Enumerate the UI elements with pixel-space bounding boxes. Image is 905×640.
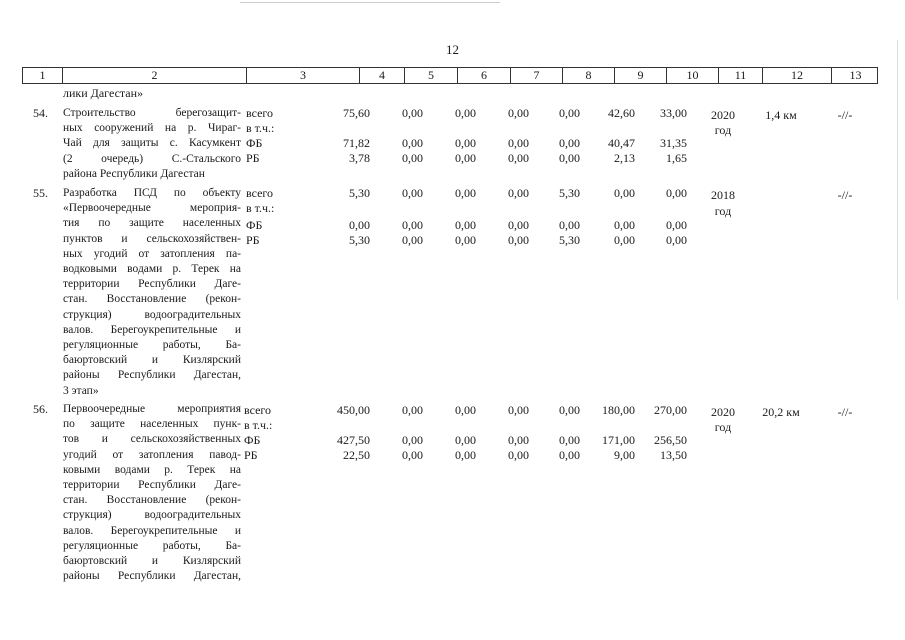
- desc-line: «Первоочередные мероприя-: [63, 202, 241, 215]
- desc-line: территории Республики Даге-: [63, 278, 241, 291]
- value-cell: 5,30: [559, 186, 580, 200]
- desc-line: районы Республики Дагестан,: [63, 369, 241, 382]
- desc-line: Первоочередные мероприятия: [63, 403, 241, 415]
- value-cell: 0,00: [508, 151, 529, 165]
- completion-year: 2020: [711, 108, 735, 122]
- value-cell: 13,50: [660, 448, 687, 462]
- value-cell: 2,13: [614, 151, 635, 165]
- header-cell: 13: [831, 68, 879, 83]
- value-cell: 0,00: [402, 233, 423, 247]
- value-cell: 0,00: [402, 448, 423, 462]
- funding-label: ФБ: [246, 218, 263, 232]
- desc-line: (2 очередь) С.-Стальского: [63, 152, 241, 165]
- desc-line: струкция) водооградительных: [63, 308, 241, 321]
- desc-line: регуляционные работы, Ба-: [63, 339, 241, 352]
- value-cell: 0,00: [402, 106, 423, 120]
- value-cell: 9,00: [614, 448, 635, 462]
- value-cell: 0,00: [349, 218, 370, 232]
- header-cell: 10: [666, 68, 718, 83]
- header-cell: 9: [614, 68, 666, 83]
- value-cell: 0,00: [508, 403, 529, 417]
- note-ditto: -//-: [837, 188, 853, 202]
- desc-line: районы Республики Дагестан,: [63, 570, 241, 583]
- value-cell: 0,00: [559, 448, 580, 462]
- scan-artifact-right-edge: [897, 40, 898, 300]
- desc-line: валов. Берегоукрепительные и: [63, 323, 241, 336]
- desc-line: Строительство берегозащит-: [63, 107, 241, 119]
- note-ditto: -//-: [837, 108, 853, 122]
- row-number: 55.: [33, 186, 48, 200]
- note-ditto: -//-: [837, 405, 853, 419]
- value-cell: 31,35: [660, 136, 687, 150]
- value-cell: 427,50: [337, 433, 370, 447]
- value-cell: 0,00: [614, 186, 635, 200]
- year-unit: год: [714, 123, 732, 137]
- value-cell: 0,00: [559, 136, 580, 150]
- row-description: [63, 186, 241, 399]
- funding-label: всего: [246, 106, 274, 120]
- desc-line: стан. Восстановление (рекон-: [63, 494, 241, 507]
- value-cell: 0,00: [508, 218, 529, 232]
- value-cell: 0,00: [455, 403, 476, 417]
- desc-line: стан. Восстановление (рекон-: [63, 293, 241, 306]
- value-cell: 0,00: [559, 433, 580, 447]
- table-header-row: [22, 67, 878, 84]
- header-cell: 5: [404, 68, 457, 83]
- desc-line: струкция) водооградительных: [63, 509, 241, 522]
- row-description: [63, 106, 241, 182]
- desc-line: ных сооружений на р. Чираг-: [63, 122, 241, 135]
- desc-line: валов. Берегоукрепительные и: [63, 524, 241, 537]
- value-cell: 0,00: [455, 218, 476, 232]
- value-cell: 33,00: [660, 106, 687, 120]
- desc-line: Чай для защиты с. Касумкент: [63, 137, 241, 150]
- header-cell: 12: [762, 68, 831, 83]
- completion-year: 2020: [711, 405, 735, 419]
- value-cell: 0,00: [455, 233, 476, 247]
- value-cell: 1,65: [666, 151, 687, 165]
- value-cell: 5,30: [349, 186, 370, 200]
- desc-line: тия по защите населенных: [63, 217, 241, 230]
- value-cell: 180,00: [602, 403, 635, 417]
- header-cell: 11: [718, 68, 762, 83]
- desc-line: ных угодий от затопления па-: [63, 247, 241, 260]
- row-description: [63, 402, 241, 584]
- value-cell: 0,00: [455, 448, 476, 462]
- value-cell: 40,47: [608, 136, 635, 150]
- header-cell: 7: [510, 68, 562, 83]
- page-number: 12: [446, 42, 459, 57]
- desc-line: территории Республики Даге-: [63, 479, 241, 492]
- header-cell: 1: [39, 68, 46, 82]
- year-unit: год: [714, 204, 732, 218]
- value-cell: 0,00: [455, 151, 476, 165]
- value-cell: 71,82: [343, 136, 370, 150]
- value-cell: 0,00: [402, 433, 423, 447]
- desc-line: по защите населенных пунк-: [63, 418, 241, 431]
- value-cell: 5,30: [349, 233, 370, 247]
- value-cell: 0,00: [402, 186, 423, 200]
- value-cell: 0,00: [508, 106, 529, 120]
- value-cell: 0,00: [508, 186, 529, 200]
- header-cell: 8: [562, 68, 614, 83]
- header-cell: 6: [457, 68, 510, 83]
- value-cell: 256,50: [654, 433, 687, 447]
- funding-label: ФБ: [246, 136, 263, 150]
- desc-line: водковыми водами р. Терек на: [63, 263, 241, 276]
- scan-artifact-top: [240, 2, 500, 3]
- value-cell: 0,00: [614, 218, 635, 232]
- value-cell: 0,00: [666, 186, 687, 200]
- value-cell: 0,00: [402, 136, 423, 150]
- value-cell: 0,00: [402, 218, 423, 232]
- value-cell: 0,00: [614, 233, 635, 247]
- header-cell: 2: [62, 68, 246, 83]
- capacity: 1,4 км: [765, 108, 797, 122]
- value-cell: 0,00: [508, 448, 529, 462]
- value-cell: 450,00: [337, 403, 370, 417]
- desc-line: регуляционные работы, Ба-: [63, 539, 241, 552]
- capacity: 20,2 км: [762, 405, 800, 419]
- value-cell: 5,30: [559, 233, 580, 247]
- value-cell: 0,00: [402, 151, 423, 165]
- desc-line: Разработка ПСД по объекту: [63, 187, 241, 199]
- value-cell: 0,00: [508, 136, 529, 150]
- value-cell: 0,00: [455, 106, 476, 120]
- value-cell: 0,00: [455, 186, 476, 200]
- value-cell: 0,00: [508, 433, 529, 447]
- funding-label: РБ: [244, 448, 258, 462]
- desc-line: района Республики Дагестан: [63, 167, 205, 180]
- desc-line: ковыми водами р. Терек на: [63, 463, 241, 476]
- value-cell: 0,00: [666, 233, 687, 247]
- funding-label: в т.ч.:: [244, 418, 273, 432]
- value-cell: 0,00: [455, 136, 476, 150]
- header-cell: 3: [246, 68, 359, 83]
- funding-label: РБ: [246, 151, 260, 165]
- value-cell: 0,00: [402, 403, 423, 417]
- value-cell: 0,00: [559, 218, 580, 232]
- value-cell: 22,50: [343, 448, 370, 462]
- funding-label: ФБ: [244, 433, 261, 447]
- value-cell: 0,00: [559, 106, 580, 120]
- row-number: 54.: [33, 106, 48, 120]
- header-cell: 4: [359, 68, 404, 83]
- value-cell: 3,78: [349, 151, 370, 165]
- funding-label: всего: [244, 403, 272, 417]
- row-number: 56.: [33, 402, 48, 416]
- value-cell: 0,00: [559, 151, 580, 165]
- funding-label: в т.ч.:: [246, 201, 275, 215]
- completion-year: 2018: [711, 188, 735, 202]
- value-cell: 42,60: [608, 106, 635, 120]
- funding-label: РБ: [246, 233, 260, 247]
- funding-label: в т.ч.:: [246, 121, 275, 135]
- value-cell: 0,00: [559, 403, 580, 417]
- desc-line: баюртовский и Кизлярский: [63, 354, 241, 367]
- year-unit: год: [714, 420, 732, 434]
- continuation-text: лики Дагестан»: [63, 86, 144, 100]
- desc-line: пунктов и сельскохозяйствен-: [63, 232, 241, 245]
- value-cell: 0,00: [455, 433, 476, 447]
- value-cell: 270,00: [654, 403, 687, 417]
- desc-line: баюртовский и Кизлярский: [63, 555, 241, 568]
- desc-line: угодий от затопления павод-: [63, 448, 241, 461]
- value-cell: 171,00: [602, 433, 635, 447]
- value-cell: 75,60: [343, 106, 370, 120]
- desc-line: тов и сельскохозяйственных: [63, 433, 241, 446]
- desc-line: 3 этап»: [63, 384, 99, 397]
- funding-label: всего: [246, 186, 274, 200]
- value-cell: 0,00: [666, 218, 687, 232]
- value-cell: 0,00: [508, 233, 529, 247]
